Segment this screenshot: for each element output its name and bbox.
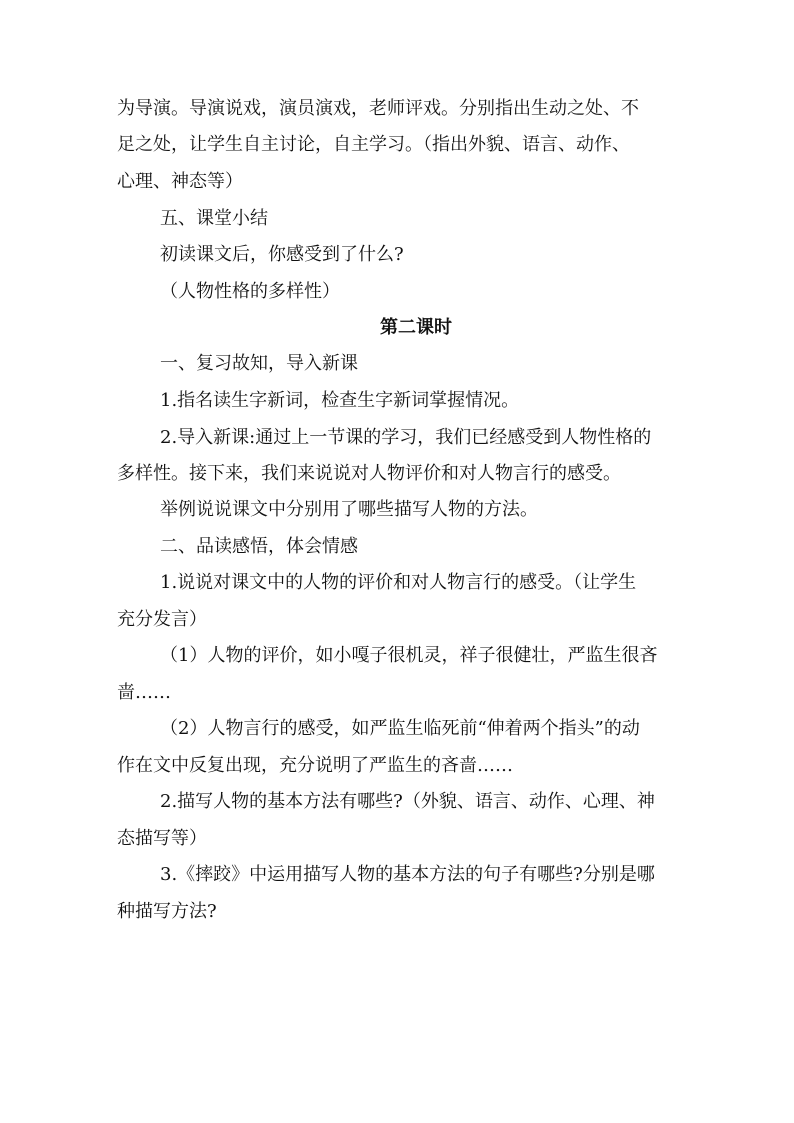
body-line-sub2: （2）人物言行的感受，如严监生临死前“伸着两个指头”的动	[160, 718, 640, 739]
lesson-title: 第二课时	[380, 317, 452, 338]
body-line-step1: 1.指名读生字新词，检查生字新词掌握情况。	[160, 390, 520, 411]
section-heading-reading: 二、品读感悟，体会情感	[160, 536, 358, 557]
body-line-question: 初读课文后，你感受到了什么?	[160, 244, 404, 265]
body-line-task3: 3.《摔跤》中运用描写人物的基本方法的句子有哪些?分别是哪	[160, 864, 655, 885]
body-line-answer: （人物性格的多样性）	[160, 281, 340, 302]
body-line-task2: 2.描写人物的基本方法有哪些?（外貌、语言、动作、心理、神	[160, 791, 655, 812]
body-line-2: 足之处，让学生自主讨论，自主学习。（指出外貌、语言、动作、	[117, 134, 630, 155]
body-line-sub1: （1）人物的评价，如小嘎子很机灵，祥子很健壮，严监生很吝	[160, 645, 658, 666]
body-line-task3-cont: 种描写方法?	[117, 901, 217, 922]
body-line-3: 心理、神态等）	[117, 171, 243, 192]
body-line-sub1-cont: 啬……	[117, 682, 171, 703]
body-line-example: 举例说说课文中分别用了哪些描写人物的方法。	[160, 499, 538, 520]
body-line-step2: 2.导入新课:通过上一节课的学习，我们已经感受到人物性格的	[160, 427, 652, 448]
body-line-task1: 1.说说对课文中的人物的评价和对人物言行的感受。（让学生	[160, 572, 637, 593]
body-line-1: 为导演。导演说戏，演员演戏，老师评戏。分别指出生动之处、不	[117, 98, 639, 119]
body-line-step2-cont: 多样性。接下来，我们来说说对人物评价和对人物言行的感受。	[117, 463, 621, 484]
section-heading-review: 一、复习故知，导入新课	[160, 353, 358, 374]
body-line-task1-cont: 充分发言）	[117, 609, 207, 630]
body-line-task2-cont: 态描写等）	[117, 828, 207, 849]
section-heading-summary: 五、课堂小结	[160, 208, 268, 229]
body-line-sub2-cont: 作在文中反复出现，充分说明了严监生的吝啬……	[117, 755, 513, 776]
